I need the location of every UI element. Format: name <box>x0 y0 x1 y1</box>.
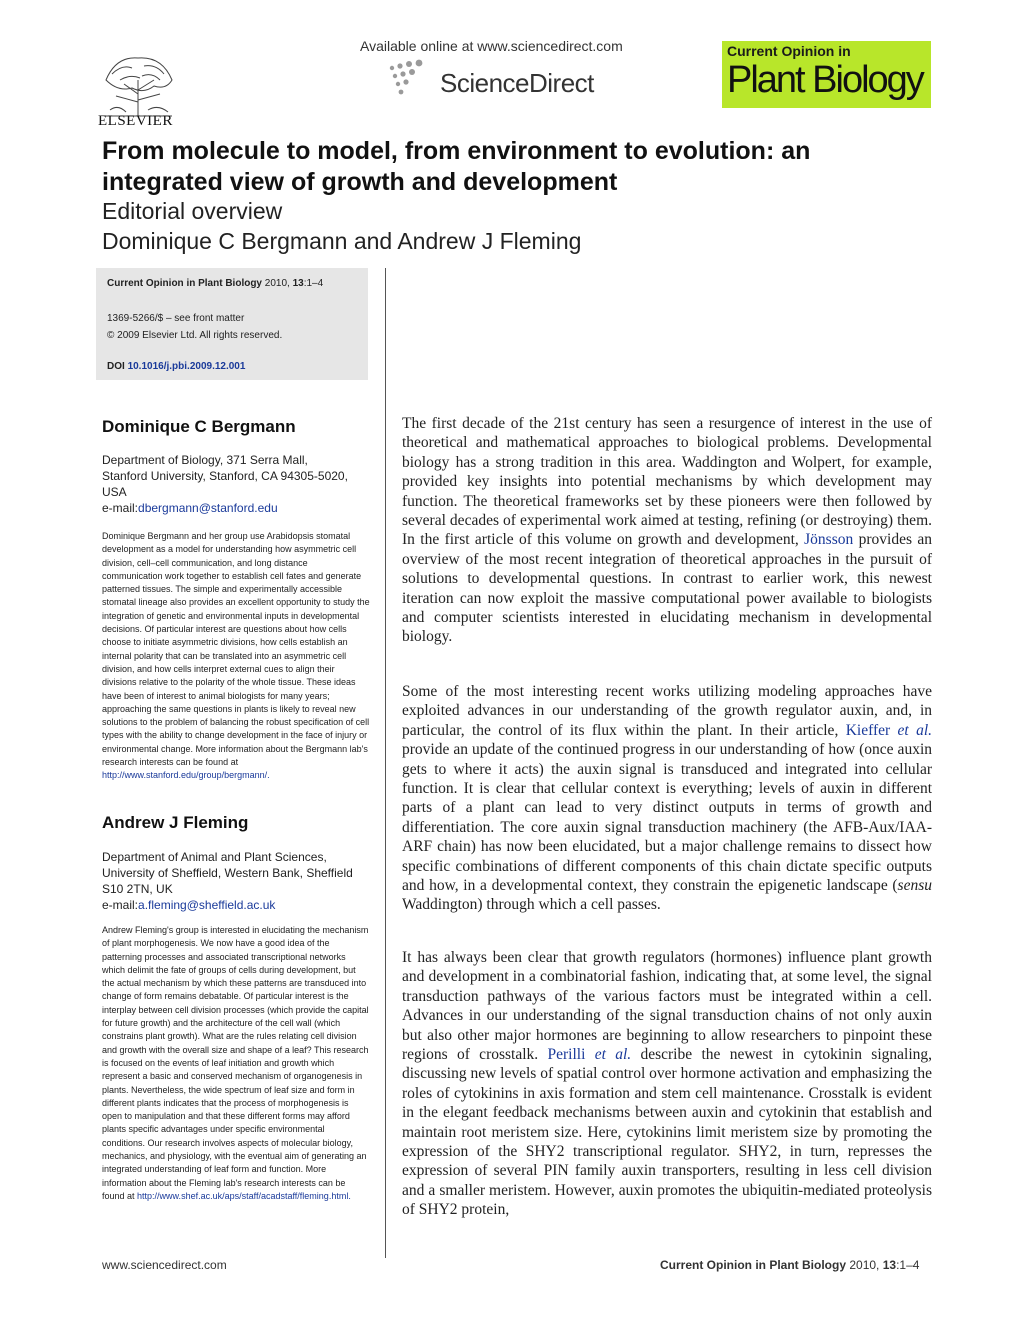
ref-author: Perilli <box>547 1046 586 1064</box>
footer-citation <box>660 1258 919 1272</box>
affiliation-text: Department of Animal and Plant Sciences, University of Sheffield, Western Bank, Sheffield S10 2TN, UK <box>102 850 353 896</box>
footer-pages: :1–4 <box>896 1258 920 1272</box>
doi-line <box>107 361 245 372</box>
ref-jonsson-link[interactable]: Jönsson <box>804 531 854 549</box>
text-run: It has always been clear that growth regulators (hormones) influence plant growth and development in a combinatorial fashion, indicating that, at some level, the signal transduction pathways of the various factors must be integrated within a cell. Advances in our understanding of the signal transduction chains of not only auxin but also other major hormones are beginning to allow researchers to pinpoint these regions of crosstalk. <box>402 949 932 1064</box>
citation-line <box>107 278 323 289</box>
email-label: e-mail: <box>102 501 139 515</box>
bio-name-fleming: Andrew J Fleming <box>102 813 249 832</box>
publisher-name: ELSEVIER <box>98 113 173 129</box>
text-run: Waddington) through which a cell passes. <box>402 896 661 914</box>
email-label: e-mail: <box>102 898 139 912</box>
issn-line: 1369-5266/$ – see front matter <box>107 313 245 324</box>
body-paragraph-2 <box>402 682 932 915</box>
article-title: From molecule to model, from environment to evolution: an integrated view of growth and development <box>102 137 811 196</box>
citation-year: 2010, <box>264 278 290 289</box>
article-type: Editorial overview <box>102 198 283 224</box>
ref-kieffer-link[interactable] <box>846 722 932 739</box>
body-paragraph-1 <box>402 414 932 647</box>
text-run: Some of the most interesting recent works utilizing modeling approaches have exploited advances in our understanding of the growth regulator auxin, and, in particular, the control of its flux within the plant. In their article, <box>402 683 932 739</box>
italic-term: sensu <box>897 877 932 895</box>
affiliation-text: Department of Biology, 371 Serra Mall, Stanford University, Stanford, CA 94305-5020, USA <box>102 453 348 499</box>
ref-etal: et al. <box>897 721 933 739</box>
body-paragraph-3 <box>402 948 932 1220</box>
footer-volume: 13 <box>882 1258 897 1272</box>
bio-affiliation-bergmann <box>102 452 352 516</box>
bio-text-bergmann <box>102 530 370 783</box>
bio-text-fleming <box>102 924 370 1203</box>
journal-logo-main: Plant Biology <box>727 59 923 101</box>
bio-name-bergmann: Dominique C Bergmann <box>102 417 296 436</box>
lab-url-bergmann[interactable]: http://www.stanford.edu/group/bergmann/. <box>102 770 270 781</box>
bio-paragraph: Andrew Fleming's group is interested in elucidating the mechanism of plant morphogenesis. We now have a good idea of the patterning processes and associated transcriptional networks which delimit the fate of groups of cells during development, but the actual mechanism by which these patterns are transduced into change of form remains debatable. Of particular interest is the interplay between cell division processes (which provide the capital for future growth) and the architecture of the cell wall (which constrains plant growth). What are the rules relating cell division and growth with the overall size and shape of a leaf? This research is focused on the events of leaf initiation and growth which represent a basic and conserved mechanism of organogenesis in plants. Nevertheless, the wide spectrum of leaf size and form in different plants indicates that the process of morphogenesis is open to manipulation and that these different forms may afford plants specific advantages under specific environmental conditions. Our research involves aspects of molecular biology, mechanics, and physiology, with the eventual aim of generating an integrated understanding of leaf form and function. More information about the Fleming lab's research interests can be found at <box>102 925 369 1201</box>
article-info-box <box>96 268 368 380</box>
sciencedirect-dots-icon <box>386 58 426 98</box>
footer-site-link[interactable]: www.sciencedirect.com <box>102 1258 227 1272</box>
bio-paragraph: Dominique Bergmann and her group use Arabidopsis stomatal development as a model for understanding how asymmetric cell division, cell–cell communication, and long distance communication work together to establish cell fates and generate patterned tissues. The simple and experimentally accessible stomatal lineage also provides an excellent opportunity to study the integration of genetic and environmental inputs in developmental decisions. Of particular interest are questions about how cells choose to initiate asymmetric divisions, how cells establish an internal polarity that can be translated into an asymmetric cell division, and how cells interpret external cues to align their divisions relative to the polarity of the whole tissue. These ideas have been of interest to animal biologists for many years; approaching the same questions in plants is likely to reveal new solutions to the problem of balancing the robust specification of cell types with the ability to change development in the face of injury or environmental change. More information about the Bergmann lab's research interests can be found at <box>102 531 370 768</box>
lab-url-fleming[interactable]: http://www.shef.ac.uk/aps/staff/acadstaff/fleming.html. <box>137 1190 351 1201</box>
text-run: describe the newest in cytokinin signaling, discussing new levels of spatial control over hormone activation and emphasizing the roles of cytokinins in axis formation and stem cell maintenance. Crosstalk is evident in the elegant feedback mechanisms between auxin and cytokinin that establish and maintain root meristem size. Here, cytokinins limit meristem size by promoting the expression of the SHY2 transcriptional regulator. SHY2, in turn, represses the expression of several PIN family auxin transporters, resulting in less cell division and a smaller meristem. However, auxin promotes the ubiquitin-mediated proteolysis of SHY2 protein, <box>402 1046 933 1219</box>
sciencedirect-wordmark: ScienceDirect <box>440 68 594 98</box>
available-online-text: Available online at www.sciencedirect.com <box>360 38 623 54</box>
citation-pages: :1–4 <box>303 278 324 289</box>
email-link-bergmann[interactable]: dbergmann@stanford.edu <box>138 501 278 515</box>
citation-journal: Current Opinion in Plant Biology <box>107 278 262 289</box>
journal-logo-box <box>722 41 931 108</box>
doi-link[interactable]: 10.1016/j.pbi.2009.12.001 <box>127 361 246 372</box>
doi-label: DOI <box>107 361 125 372</box>
email-link-fleming[interactable]: a.fleming@sheffield.ac.uk <box>138 898 276 912</box>
article-authors: Dominique C Bergmann and Andrew J Fleming <box>102 228 582 254</box>
journal-logo-top: Current Opinion in <box>727 43 851 59</box>
ref-etal: et al. <box>594 1046 632 1064</box>
ref-perilli-link[interactable] <box>547 1046 631 1063</box>
ref-author: Kieffer <box>845 721 891 739</box>
copyright-line: © 2009 Elsevier Ltd. All rights reserved. <box>107 330 283 341</box>
footer-journal: Current Opinion in Plant Biology <box>660 1258 846 1272</box>
citation-volume: 13 <box>292 278 304 289</box>
bio-affiliation-fleming <box>102 849 364 913</box>
text-run: provide an update of the continued progress in our understanding of how (once auxin gets to where it acts) the auxin signal is transduced and integrated into cellular function. It is clear that cellular context is everything; levels of auxin in different parts of a plant can lead to very distinct outputs in terms of growth and differentiation. The core auxin signal transduction machinery (the AFB-Aux/IAA-ARF chain) has now been elucidated, but a major challenge remains to dissect how specific combinations of different components of this chain dictate specific outputs and how, in a developmental context, they constrain the epigenetic landscape ( <box>402 741 932 895</box>
text-run: provides an overview of the most recent integration of theoretical approaches in the pursuit of solutions to developmental questions. In contrast to earlier work, this newest iteration can now exploit the massive computational power available to biologists and computer scientists interested in elucidating mechanism in developmental biology. <box>402 531 933 646</box>
column-divider <box>385 268 386 1258</box>
footer-year: 2010, <box>849 1258 880 1272</box>
text-run: The first decade of the 21st century has seen a resurgence of interest in the use of theoretical and mathematical approaches to biological problems. Developmental biology has a strong tradition in this area. Waddington and Wolpert, for example, provided key insights into potential mechanisms by which development may function. The theoretical frameworks set by these pioneers were then followed by several decades of experimental work aimed at testing, refining (or destroying) them. In the first article of this volume on growth and development, <box>402 415 932 549</box>
